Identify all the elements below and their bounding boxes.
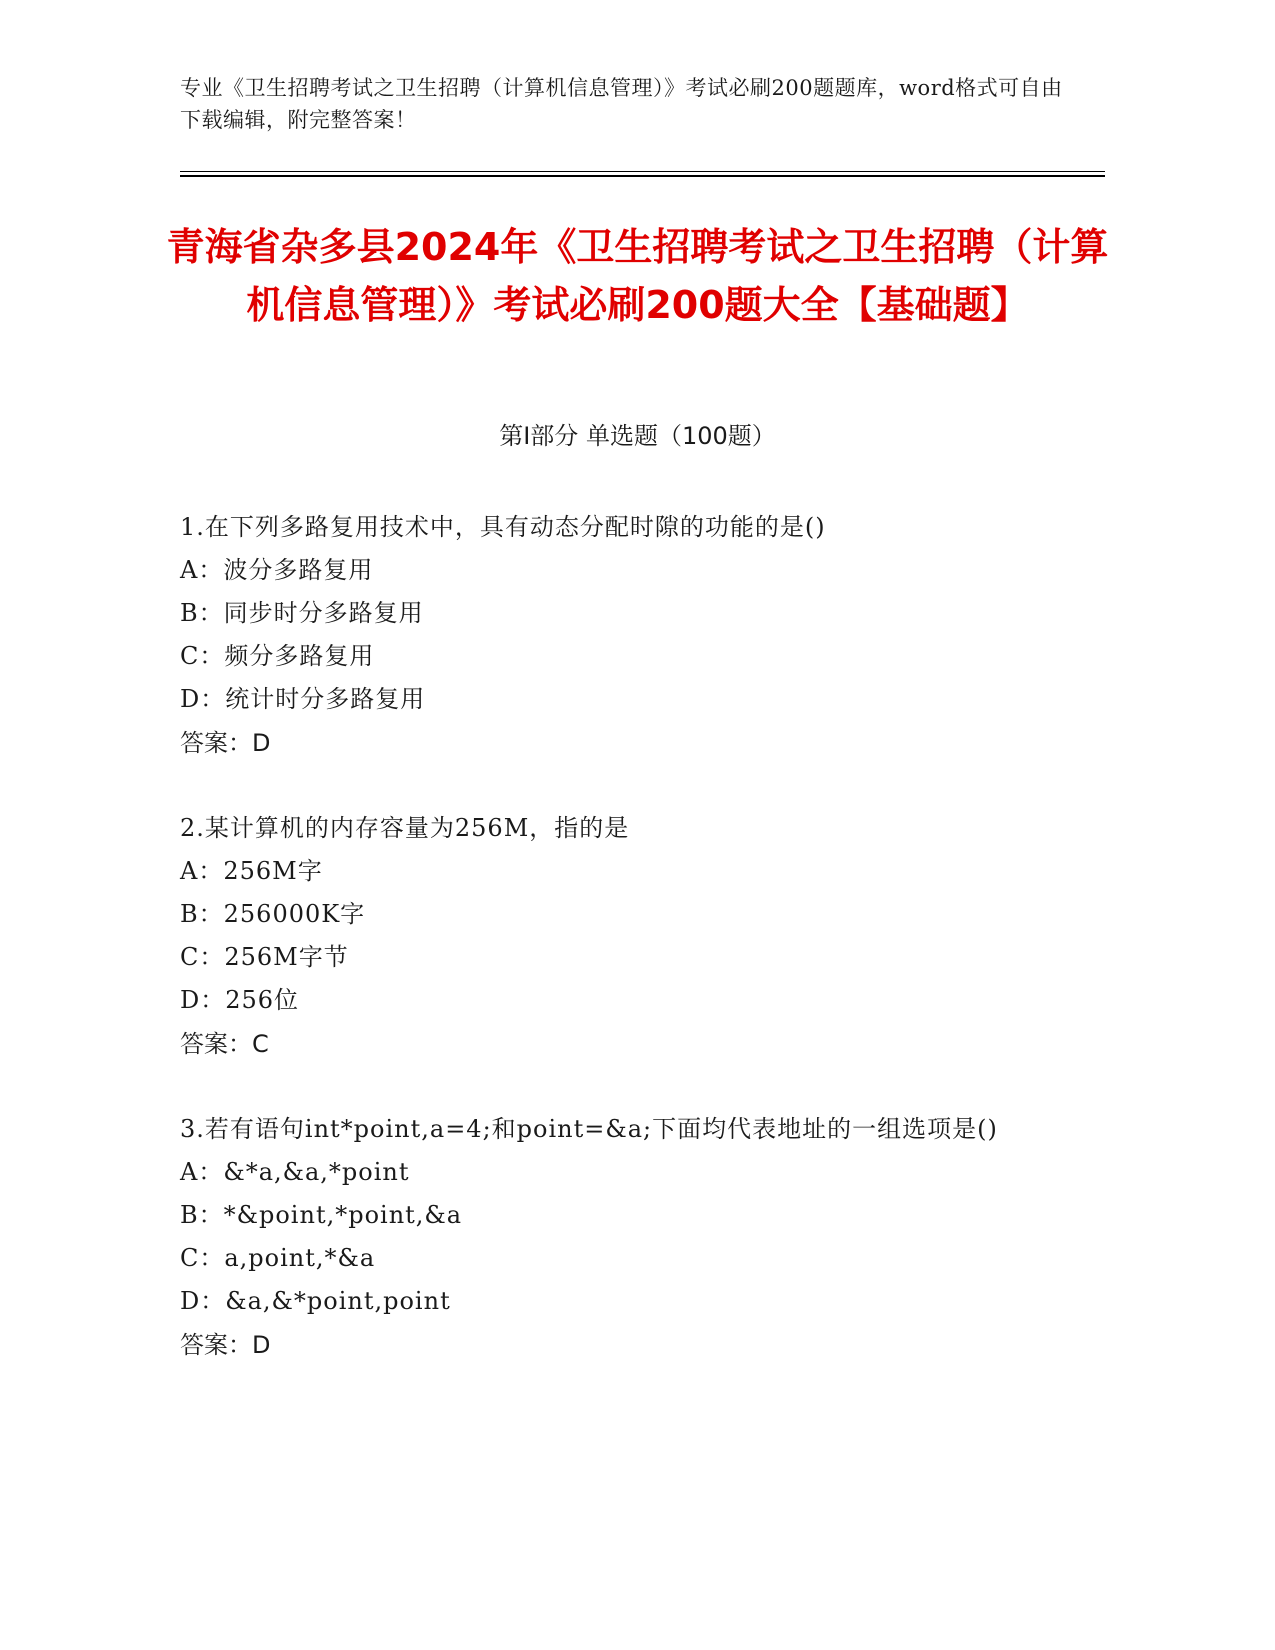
option-a: A：256M字 (180, 857, 323, 885)
option-d: D：&a,&*point,point (180, 1287, 451, 1315)
option-b: B：*&point,*point,&a (180, 1201, 463, 1229)
question-stem: 2.某计算机的内存容量为256M，指的是 (180, 814, 630, 842)
header-divider-thick (180, 175, 1105, 177)
option-b: B：同步时分多路复用 (180, 599, 424, 627)
option-d: D：256位 (180, 986, 300, 1014)
header-note: 专业《卫生招聘考试之卫生招聘（计算机信息管理）》考试必刷200题题库，word格式可自由下载编辑，附完整答案！ (180, 76, 1063, 132)
answer-line: 答案：C (180, 1030, 269, 1058)
answer-line: 答案：D (180, 1331, 271, 1359)
option-c: C：256M字节 (180, 943, 349, 971)
question-1 (180, 506, 1040, 765)
option-d: D：统计时分多路复用 (180, 685, 426, 713)
question-list (180, 506, 1040, 1409)
question-stem: 3.若有语句int*point,a=4;和point=&a;下面均代表地址的一组选项是() (180, 1115, 998, 1143)
section-heading: 第Ⅰ部分 单选题（100题） (499, 422, 776, 450)
option-c: C：a,point,*&a (180, 1244, 376, 1272)
header-divider-thin (180, 171, 1105, 172)
question-2 (180, 807, 1040, 1066)
answer-line: 答案：D (180, 729, 271, 757)
option-c: C：频分多路复用 (180, 642, 375, 670)
question-stem: 1.在下列多路复用技术中，具有动态分配时隙的功能的是() (180, 513, 826, 541)
document-title: 青海省杂多县2024年《卫生招聘考试之卫生招聘（计算机信息管理）》考试必刷200题大全【基础题】 (166, 225, 1109, 327)
option-b: B：256000K字 (180, 900, 366, 928)
option-a: A：波分多路复用 (180, 556, 374, 584)
question-3 (180, 1108, 1040, 1367)
option-a: A：&*a,&a,*point (180, 1158, 410, 1186)
